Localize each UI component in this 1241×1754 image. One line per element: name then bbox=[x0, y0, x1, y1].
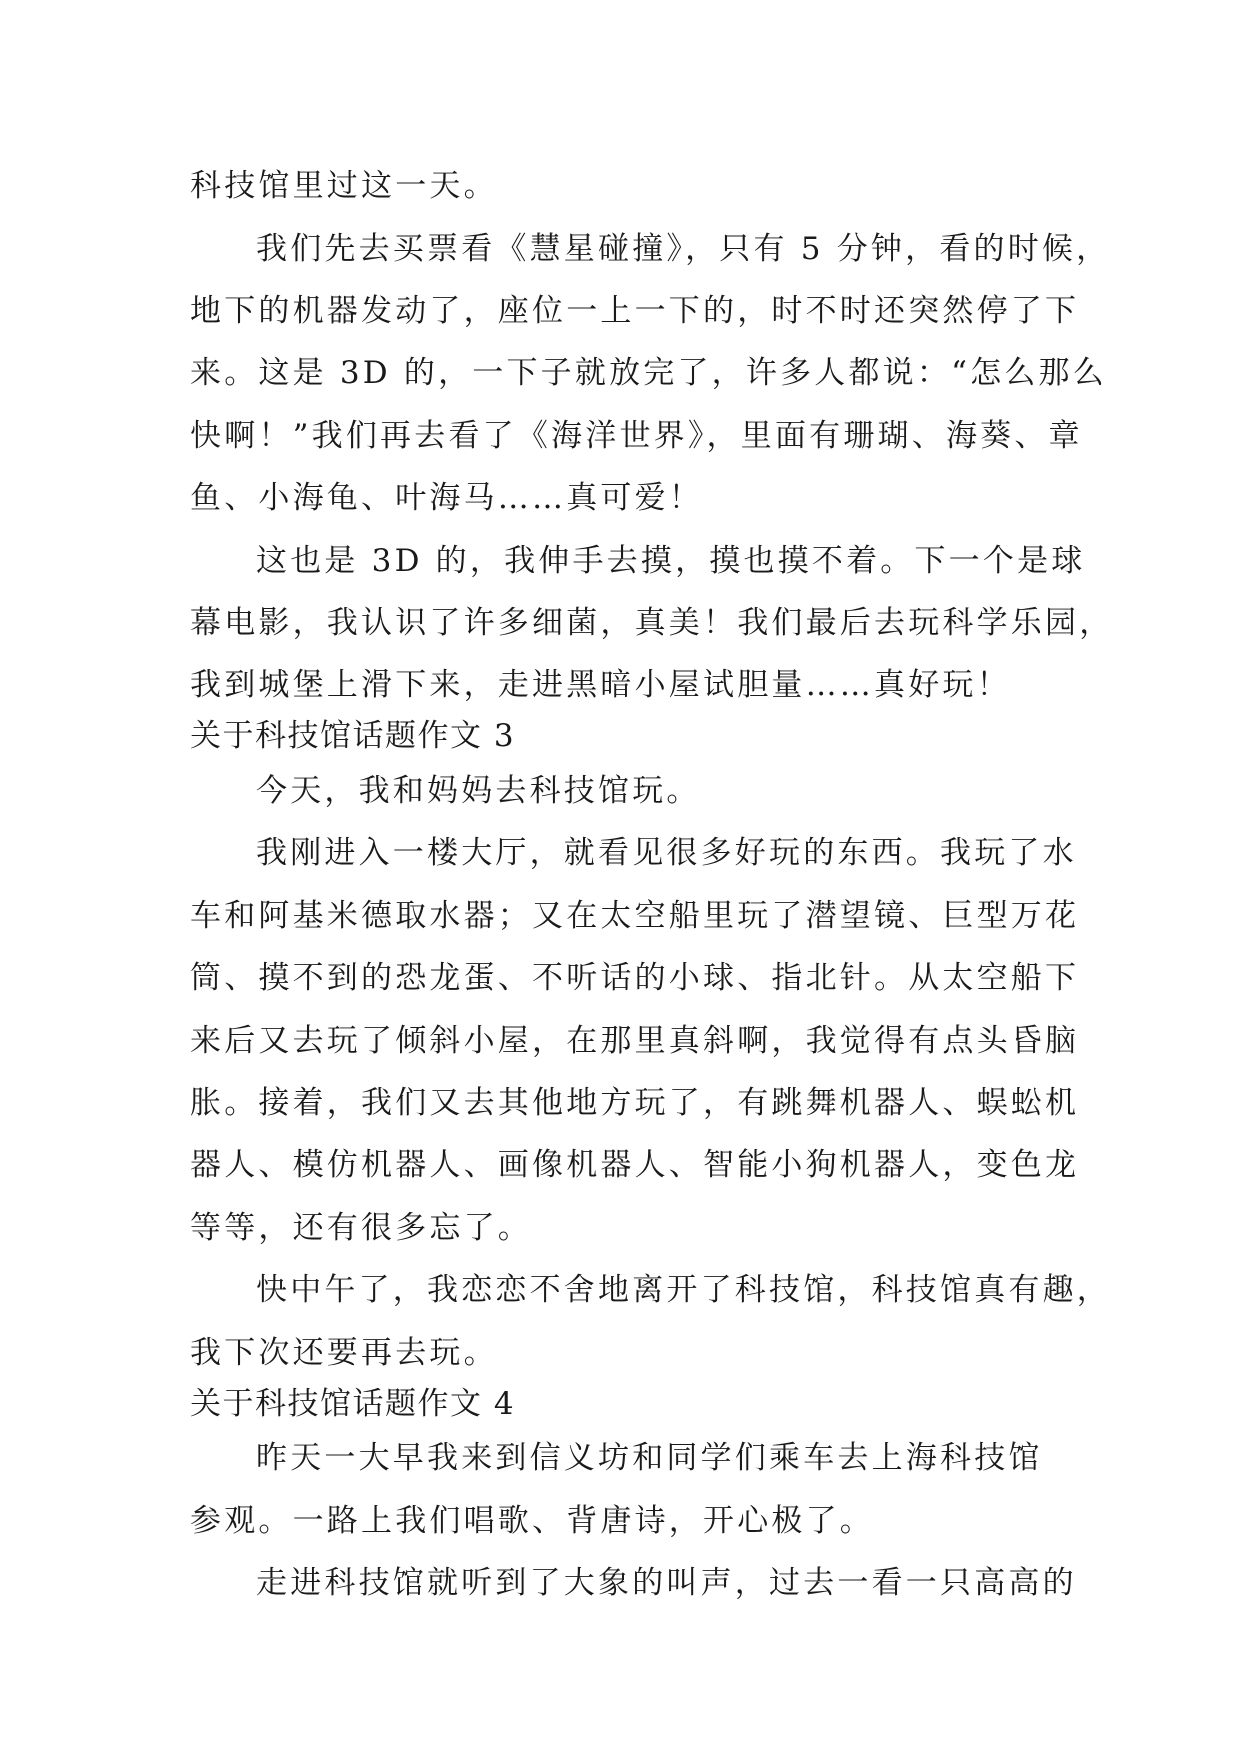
paragraph-line: 参观。一路上我们唱歌、背唐诗，开心极了。 bbox=[190, 1503, 874, 1539]
paragraph-first-line: 我刚进入一楼大厅，就看见很多好玩的东西。我玩了水 bbox=[256, 835, 1077, 871]
paragraph-line: 地下的机器发动了，座位一上一下的，时不时还突然停了下 bbox=[190, 293, 1080, 329]
paragraph-first-line: 我们先去买票看《慧星碰撞》，只有 5 分钟，看的时候， bbox=[256, 231, 1111, 267]
paragraph-line: 幕电影，我认识了许多细菌，真美！我们最后去玩科学乐园， bbox=[190, 605, 1114, 641]
paragraph-first-line: 昨天一大早我来到信义坊和同学们乘车去上海科技馆 bbox=[256, 1440, 1043, 1476]
paragraph-first-line: 快中午了，我恋恋不舍地离开了科技馆，科技馆真有趣， bbox=[256, 1272, 1111, 1308]
paragraph-line: 来后又去玩了倾斜小屋，在那里真斜啊，我觉得有点头昏脑 bbox=[190, 1023, 1080, 1059]
paragraph-first-line: 走进科技馆就听到了大象的叫声，过去一看一只高高的 bbox=[256, 1565, 1077, 1601]
paragraph-line: 胀。接着，我们又去其他地方玩了，有跳舞机器人、蜈蚣机 bbox=[190, 1085, 1080, 1121]
paragraph-line: 我到城堡上滑下来，走进黑暗小屋试胆量……真好玩！ bbox=[190, 667, 1011, 703]
paragraph-line: 来。这是 3D 的，一下子就放完了，许多人都说：“怎么那么 bbox=[190, 355, 1107, 391]
paragraph-line: 器人、模仿机器人、画像机器人、智能小狗机器人，变色龙 bbox=[190, 1147, 1080, 1183]
paragraph-first-line: 这也是 3D 的，我伸手去摸，摸也摸不着。下一个是球 bbox=[256, 543, 1086, 579]
section-heading-3: 关于科技馆话题作文 3 bbox=[190, 718, 516, 754]
paragraph-first-line: 今天，我和妈妈去科技馆玩。 bbox=[256, 773, 701, 809]
paragraph-line: 我下次还要再去玩。 bbox=[190, 1335, 498, 1371]
paragraph-line: 快啊！”我们再去看了《海洋世界》，里面有珊瑚、海葵、章 bbox=[190, 418, 1083, 454]
paragraph-line: 筒、摸不到的恐龙蛋、不听话的小球、指北针。从太空船下 bbox=[190, 960, 1080, 996]
paragraph-continuation-line: 科技馆里过这一天。 bbox=[190, 168, 498, 204]
section-heading-4: 关于科技馆话题作文 4 bbox=[190, 1386, 516, 1422]
paragraph-line: 等等，还有很多忘了。 bbox=[190, 1210, 532, 1246]
paragraph-line: 鱼、小海龟、叶海马……真可爱！ bbox=[190, 480, 703, 516]
paragraph-line: 车和阿基米德取水器；又在太空船里玩了潜望镜、巨型万花 bbox=[190, 898, 1080, 934]
